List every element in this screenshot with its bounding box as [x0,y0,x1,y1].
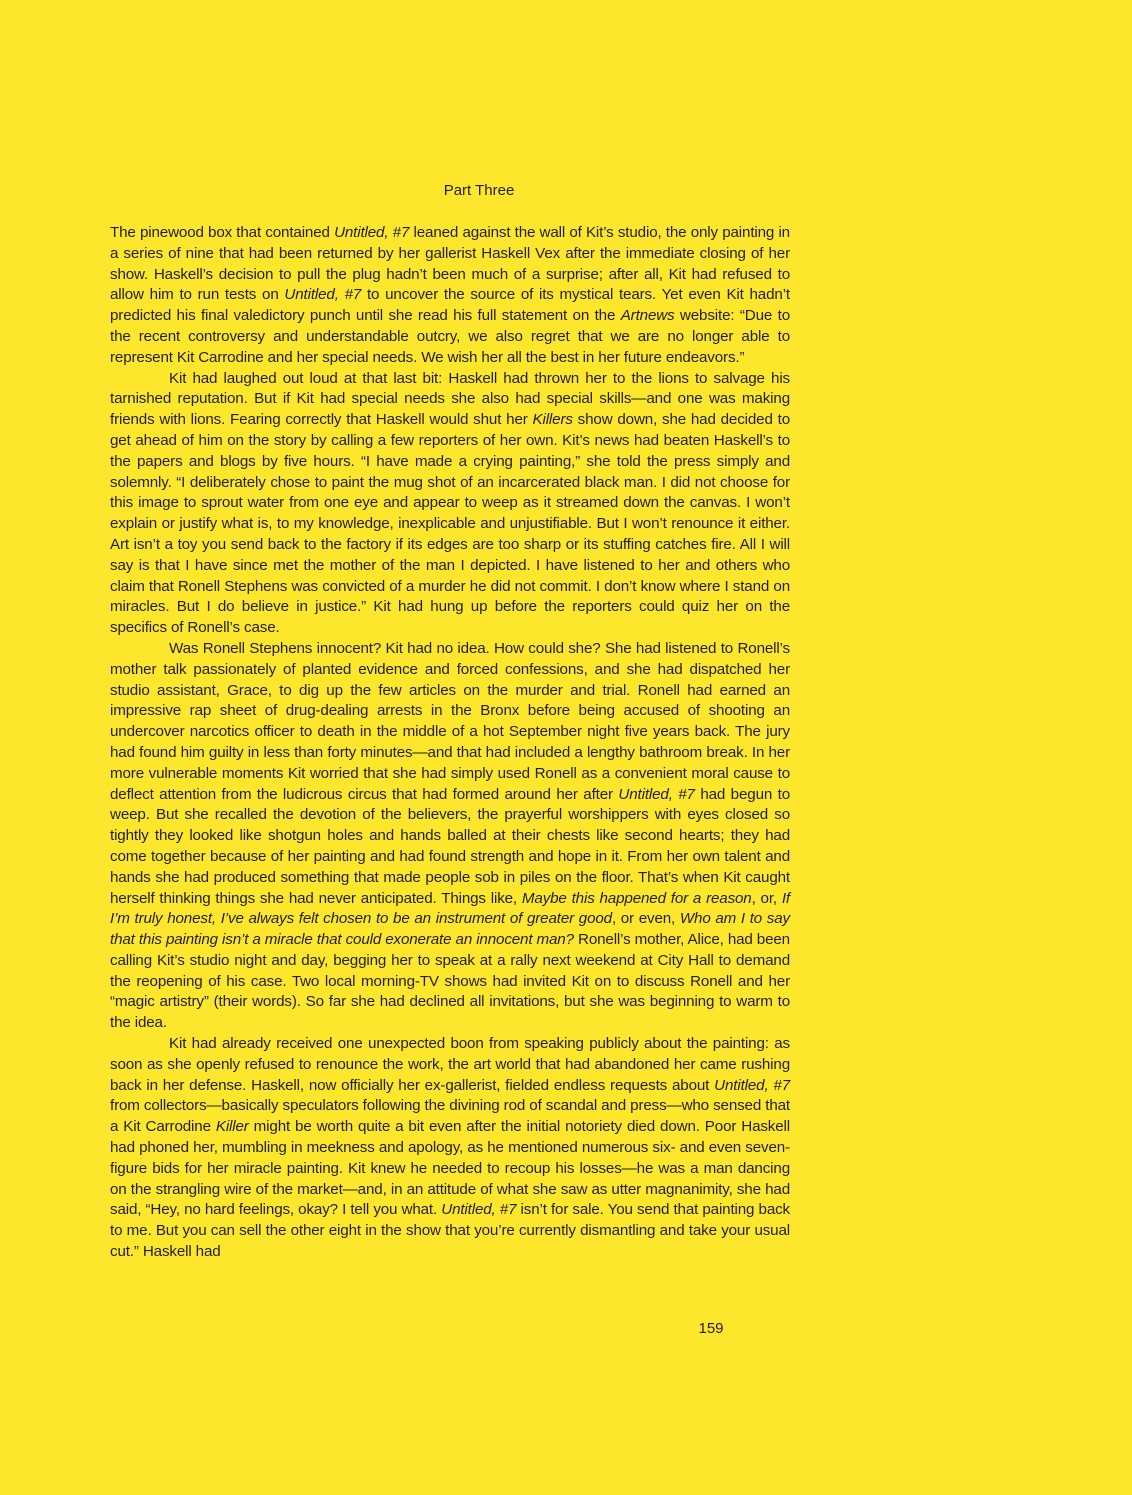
italic-title: Untitled, #7 [284,286,362,304]
text-run: The pinewood box that contained [110,224,335,241]
italic-title: Untitled, #7 [714,1076,791,1094]
italic-title: If I’m truly honest, I’ve always felt chosen to be an instrument of greater good [110,889,790,928]
body-text [110,223,790,1263]
text-run: Was Ronell Stephens innocent? Kit had no idea. How could she? She had listened to Ronell’s mother talk passionately of planted evidence and forced confessions, and she had dispatched her studio assistant, Grace, to dig up the few articles on the murder and trial. Ronell had earned an impressive rap sheet of drug-dealing arrests in the Bronx before being accused of shooting an undercover narcotics officer to death in the middle of a hot September night five years back. The jury had found him guilty in less than forty minutes—and that had included a lengthy bathroom break. In her more vulnerable moments Kit worried that she had simply used Ronell as a convenient moral cause to deflect attention from the ludicrous circus that had formed around her after [110,639,790,803]
text-run: had begun to weep. But she recalled the devotion of the believers, the prayerful worshippers with eyes closed so tightly they looked like shotgun holes and hands balled at their chests like second hearts; they had come together because of her painting and had found strength and hope in it. From her own talent and hands she had produced something that made people sob in piles on the floor. That’s when Kit caught herself thinking things she had never anticipated. Things like, [110,785,790,907]
text-run: , or even, [611,910,680,928]
text-run: might be worth quite a bit even after the initial notoriety died down. Poor Haskell had phoned her, mumbling in meekness and apology, as he mentioned numerous six- and even seven-figure bids for her miracle painting. Kit knew he needed to recoup his losses—he was a man dancing on the strangling wire of the market—and, in an attitude of what she saw as utter magnanimity, she had said, “Hey, no hard feelings, okay? I tell you what. [110,1118,790,1219]
italic-title: Maybe this happened for a reason [521,889,752,907]
italic-title: Killer [215,1118,249,1136]
text-run: to uncover the source of its mystical tears. Yet even Kit hadn’t predicted his final valedictory punch until she read his full statement on the [110,286,790,325]
text-run: isn’t for sale. You send that painting back to me. But you can sell the other eight in the show that you’re currently dismantling and take your usual cut.” Haskell had [110,1201,791,1261]
paragraph-2 [110,369,790,639]
italic-title: Who am I to say that this painting isn’t a miracle that could exonerate an innocent man? [110,910,790,949]
running-head: Part Three [443,182,515,199]
text-run: from collectors—basically speculators following the divining rod of scandal and press—who sensed that a Kit Carrodine [110,1097,790,1136]
text-run: leaned against the wall of Kit’s studio, the only painting in a series of nine that had been returned by her gallerist Haskell Vex after the immediate closing of her show. Haskell’s decision to pull the plug hadn’t been much of a surprise; after all, Kit had refused to allow him to run tests on [110,224,790,304]
text-run: , or, [751,889,782,907]
italic-title: Untitled, #7 [618,785,695,803]
italic-title: Killers [532,411,573,429]
text-run: Kit had already received one unexpected boon from speaking publicly about the painting: as soon as she openly refused to renounce the work, the art world that had abandoned her came rushing back in her defense. Haskell, now officially her ex-gallerist, fielded endless requests about [110,1035,790,1094]
text-run: Kit had laughed out loud at that last bit: Haskell had thrown her to the lions to salvage his tarnished reputation. But if Kit had special needs she also had special skills—and one was making friends with lions. Fearing correctly that Haskell would shut her [110,369,790,429]
italic-title: Artnews [620,307,675,325]
paragraph-1 [110,223,790,369]
text-run: show down, she had decided to get ahead of him on the story by calling a few reporters of her own. Kit’s news had beaten Haskell’s to the papers and blogs by five hours. “I have made a crying painting,” she told the press simply and solemnly. “I deliberately chose to paint the mug shot of an incarcerated black man. I did not choose for this image to sprout water from one eye and appear to weep as it streamed down the canvas. I won’t explain or justify what is, to my knowledge, inexplicable and unjustifiable. But I won’t renounce it either. Art isn’t a toy you send back to the factory if its edges are too sharp or its stuffing catches fire. All I will say is that I have since met the mother of the man I depicted. I have listened to her and others who claim that Ronell Stephens was convicted of a murder he did not commit. I don’t know where I stand on miracles. But I do believe in justice.” Kit had hung up before the reporters could quiz her on the specifics of Ronell’s case. [110,411,790,637]
italic-title: Untitled, #7 [334,224,410,241]
page-number: 159 [698,1320,724,1337]
italic-title: Untitled, #7 [441,1201,517,1219]
paragraph-4 [110,1034,790,1263]
text-run: website: “Due to the recent controversy and understandable outcry, we also regret that we are no longer able to represent Kit Carrodine and her special needs. We wish her all the best in her future endeavors.” [110,307,790,366]
text-run: Ronell’s mother, Alice, had been calling Kit’s studio night and day, begging her to speak at a rally next weekend at City Hall to demand the reopening of his case. Two local morning-TV shows had invited Kit on to discuss Ronell and her “magic artistry” (their words). So far she had declined all invitations, but she was beginning to warm to the idea. [110,931,790,1032]
paragraph-3 [110,639,790,1034]
